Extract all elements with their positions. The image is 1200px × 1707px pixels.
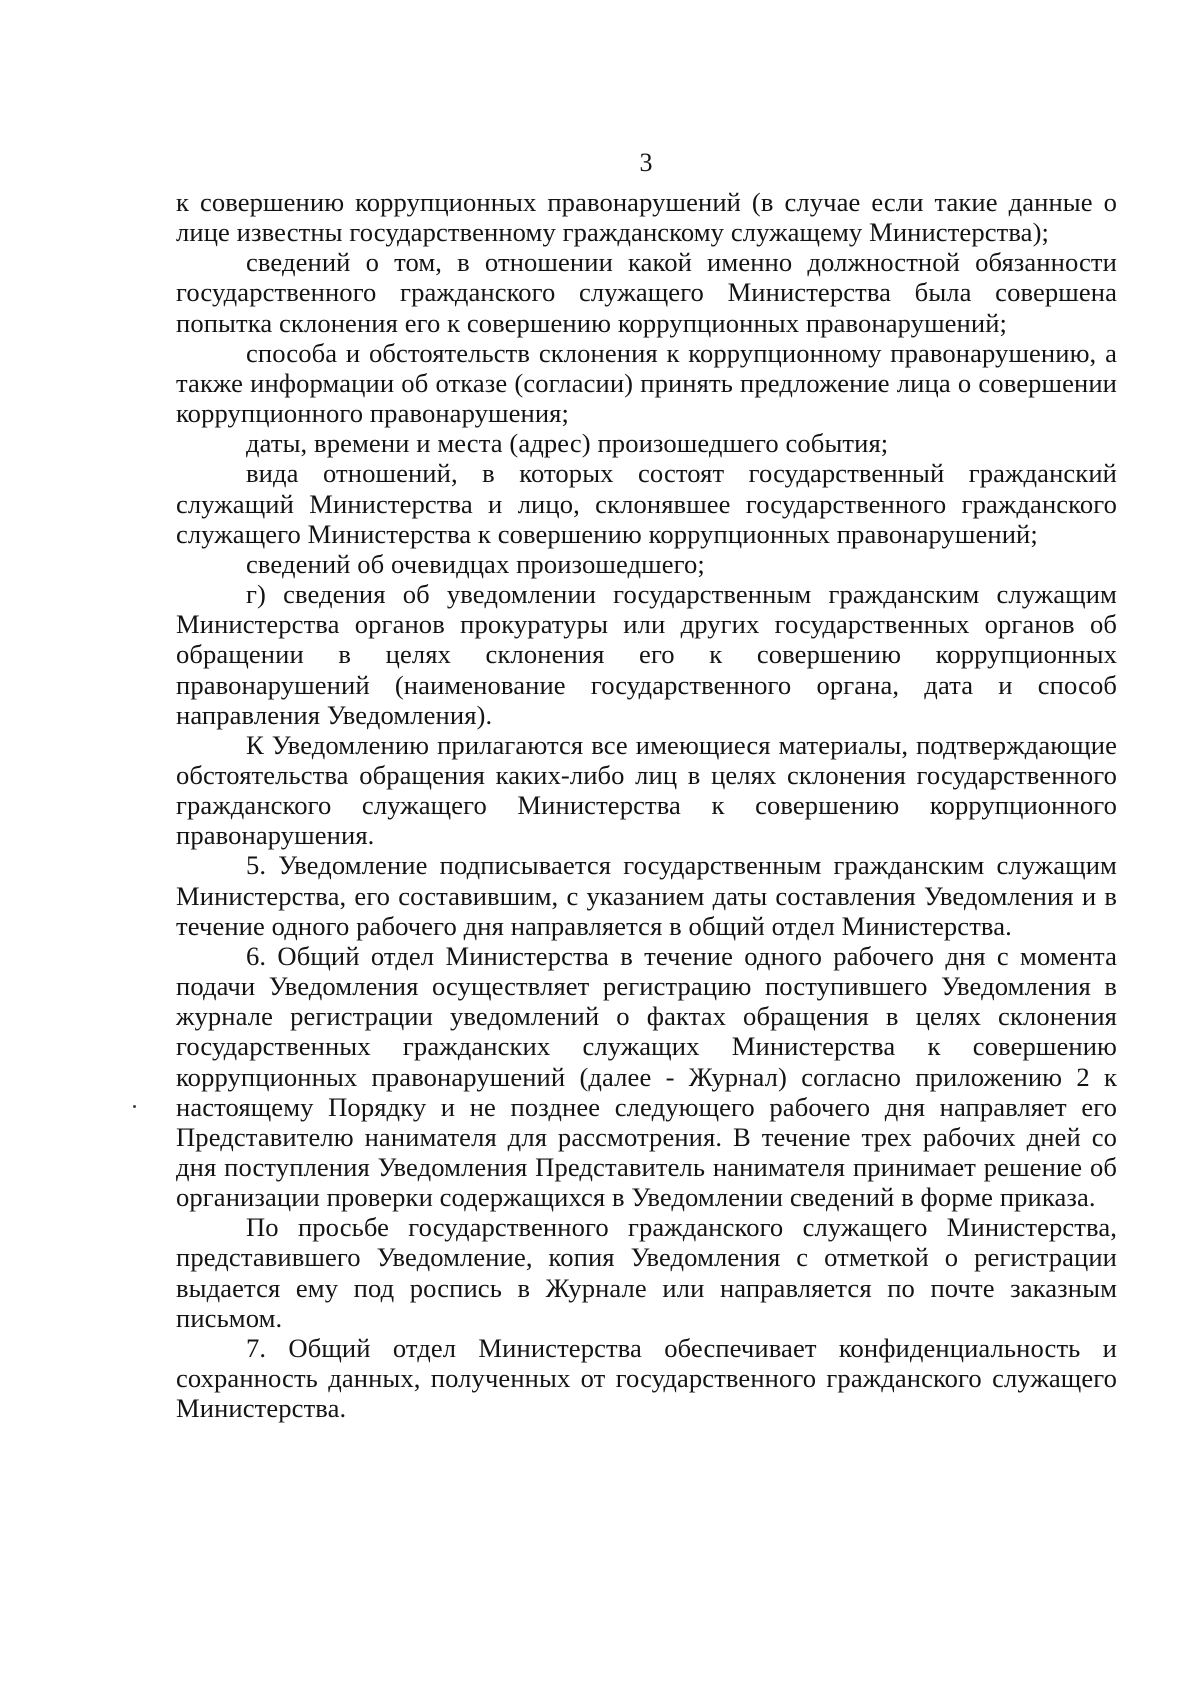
paragraph-relationship-type: вида отношений, в которых состоят государственный гражданский служащий Министерства и лицо, склонявшее государственного гражданского служащего Министерства к совершению коррупционных правонарушений; xyxy=(176,458,1117,549)
scan-artifact-dot xyxy=(133,1105,136,1108)
paragraph-item-5: 5. Уведомление подписывается государственным гражданским служащим Министерства, его составившим, с указанием даты составления Уведомления и в течение одного рабочего дня направляется в общий отдел Министерства. xyxy=(176,850,1117,941)
paragraph-method-circumstances: способа и обстоятельств склонения к коррупционному правонарушению, а также информации об отказе (согласии) принять предложение лица о совершении коррупционного правонарушения; xyxy=(176,337,1117,429)
paragraph-item-g: г) сведения об уведомлении государственным гражданским служащим Министерства органов прокуратуры или других государственных органов об обращении в целях склонения его к совершению коррупционных правонарушений (наименование государственного органа, дата и способ направления Уведомления). xyxy=(176,579,1117,730)
paragraph-item-7: 7. Общий отдел Министерства обеспечивает конфиденциальность и сохранность данных, полученных от государственного гражданского служащего Министерства. xyxy=(176,1332,1117,1424)
paragraph-duty-info: сведений о том, в отношении какой именно должностной обязанности государственного гражданского служащего Министерства была совершена попытка склонения его к совершению коррупционных правонарушений; xyxy=(176,247,1117,338)
paragraph-attachments: К Уведомлению прилагаются все имеющиеся материалы, подтверждающие обстоятельства обращения каких-либо лиц в целях склонения государственного гражданского служащего Министерства к совершению коррупционного правонарушения. xyxy=(176,729,1117,851)
page-number: 3 xyxy=(639,148,653,177)
document-body xyxy=(176,187,1117,1423)
paragraph-date-time-place: даты, времени и места (адрес) произошедшего события; xyxy=(246,428,889,459)
paragraph-continuation: к совершению коррупционных правонарушений (в случае если такие данные о лице известны государственному гражданскому служащему Министерства); xyxy=(176,187,1117,248)
paragraph-item-6: 6. Общий отдел Министерства в течение одного рабочего дня с момента подачи Уведомления осуществляет регистрацию поступившего Уведомления в журнале регистрации уведомлений о фактах обращения в целях склонения государственных гражданских служащих Министерства к совершению коррупционных правонарушений (далее - Журнал) согласно приложению 2 к настоящему Порядку и не позднее следующего рабочего дня направляет его Представителю нанимателя для рассмотрения. В течение трех рабочих дней со дня поступления Уведомления Представитель нанимателя принимает решение об организации проверки содержащихся в Уведомлении сведений в форме приказа. xyxy=(176,940,1117,1213)
paragraph-copy-request: По просьбе государственного гражданского служащего Министерства, представившего Уведомление, копия Уведомления с отметкой о регистрации выдается ему под роспись в Журнале или направляется по почте заказным письмом. xyxy=(176,1212,1117,1333)
paragraph-witnesses: сведений об очевидцах произошедшего; xyxy=(246,548,705,579)
